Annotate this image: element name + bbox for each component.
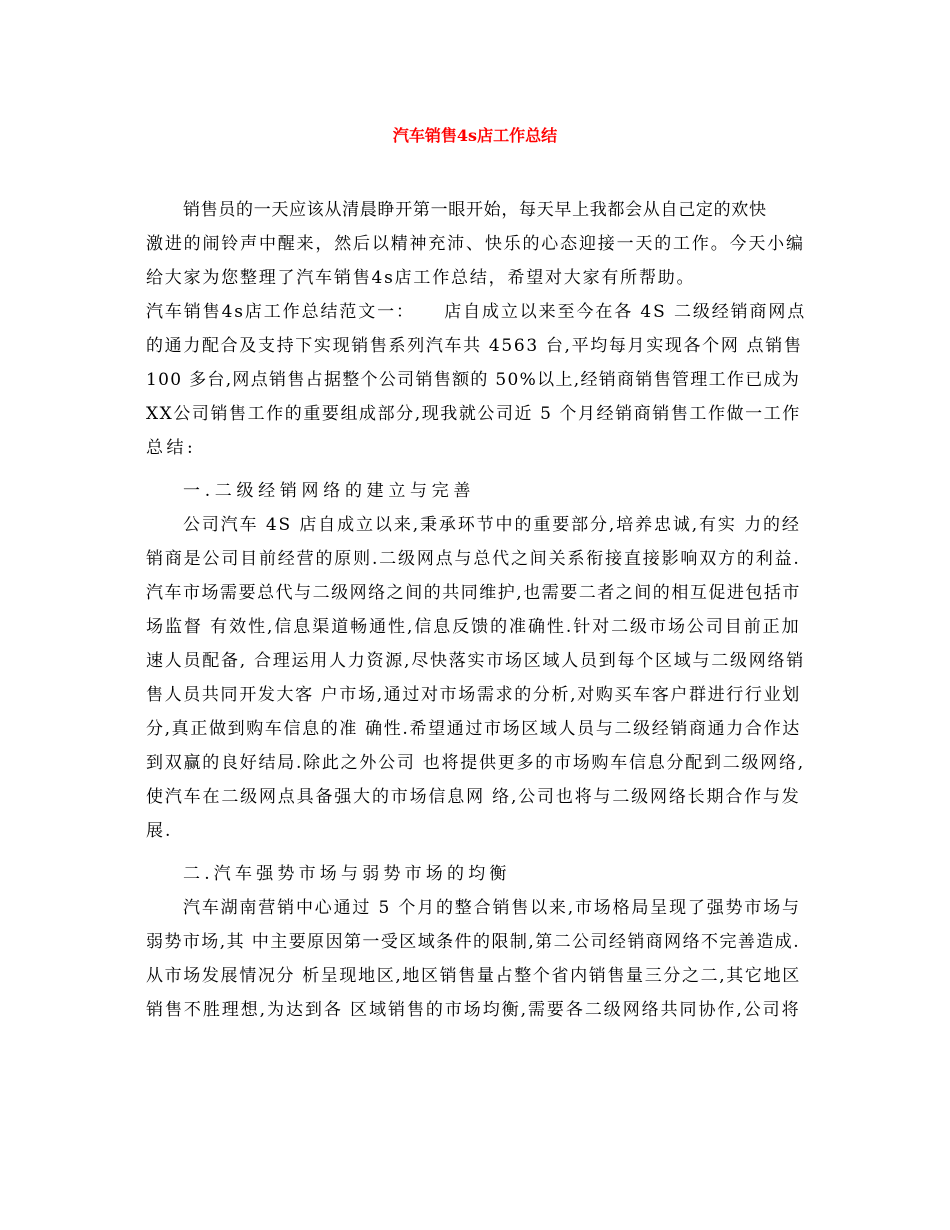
body-line: 场监督 有效性,信息渠道畅通性,信息反馈的准确性.针对二级市场公司目前正加 bbox=[146, 617, 801, 637]
body-line: 激进的闹铃声中醒来，然后以精神充沛、快乐的心态迎接一天的工作。今天小编 bbox=[146, 234, 805, 254]
body-line: 公司汽车 4S 店自成立以来,秉承环节中的重要部分,培养忠诚,有实 力的经 bbox=[183, 515, 801, 535]
body-line: 弱势市场,其 中主要原因第一受区域条件的限制,第二公司经销商网络不完善造成. bbox=[146, 932, 801, 952]
body-line: 速人员配备, 合理运用人力资源,尽快落实市场区域人员到每个区域与二级网络销 bbox=[146, 651, 805, 671]
body-line: 一.二级经销网络的建立与完善 bbox=[183, 481, 476, 501]
body-line: 总结: bbox=[146, 438, 197, 458]
body-line: 的通力配合及支持下实现销售系列汽车共 4563 台,平均每月实现各个网 点销售 bbox=[146, 336, 803, 356]
body-line: 二.汽车强势市场与弱势市场的均衡 bbox=[183, 864, 511, 884]
body-line: 到双赢的良好结局.除此之外公司 也将提供更多的市场购车信息分配到二级网络, bbox=[146, 753, 805, 773]
body-line: 分,真正做到购车信息的准 确性.希望通过市场区域人员与二级经销商通力合作达 bbox=[146, 719, 801, 739]
body-line: XX公司销售工作的重要组成部分,现我就公司近 5 个月经销商销售工作做一工作 bbox=[146, 404, 801, 424]
body-line: 使汽车在二级网点具备强大的市场信息网 络,公司也将与二级网络长期合作与发 bbox=[146, 787, 801, 807]
body-line: 汽车市场需要总代与二级网络之间的共同维护,也需要二者之间的相互促进包括市 bbox=[146, 583, 801, 603]
body-line: 100 多台,网点销售占据整个公司销售额的 50%以上,经销商销售管理工作已成为 bbox=[146, 370, 801, 390]
body-line: 给大家为您整理了汽车销售4s店工作总结，希望对大家有所帮助。 bbox=[146, 268, 696, 288]
body-line: 销售员的一天应该从清晨睁开第一眼开始，每天早上我都会从自己定的欢快 bbox=[183, 200, 767, 220]
body-line: 汽车销售4s店工作总结范文一： 店自成立以来至今在各 4S 二级经销商网点 bbox=[146, 302, 807, 322]
body-line: 汽车湖南营销中心通过 5 个月的整合销售以来,市场格局呈现了强势市场与 bbox=[183, 898, 801, 918]
body-line: 售人员共同开发大客 户市场,通过对市场需求的分析,对购买车客户群进行行业划 bbox=[146, 685, 801, 705]
body-line: 销售不胜理想,为达到各 区域销售的市场均衡,需要各二级网络共同协作,公司将 bbox=[146, 1000, 801, 1020]
body-line: 从市场发展情况分 析呈现地区,地区销售量占整个省内销售量三分之二,其它地区 bbox=[146, 966, 801, 986]
body-line: 销商是公司目前经营的原则.二级网点与总代之间关系衔接直接影响双方的利益. bbox=[146, 549, 801, 569]
body-line: 展. bbox=[146, 821, 173, 841]
document-title: 汽车销售4s店工作总结 bbox=[392, 126, 558, 145]
